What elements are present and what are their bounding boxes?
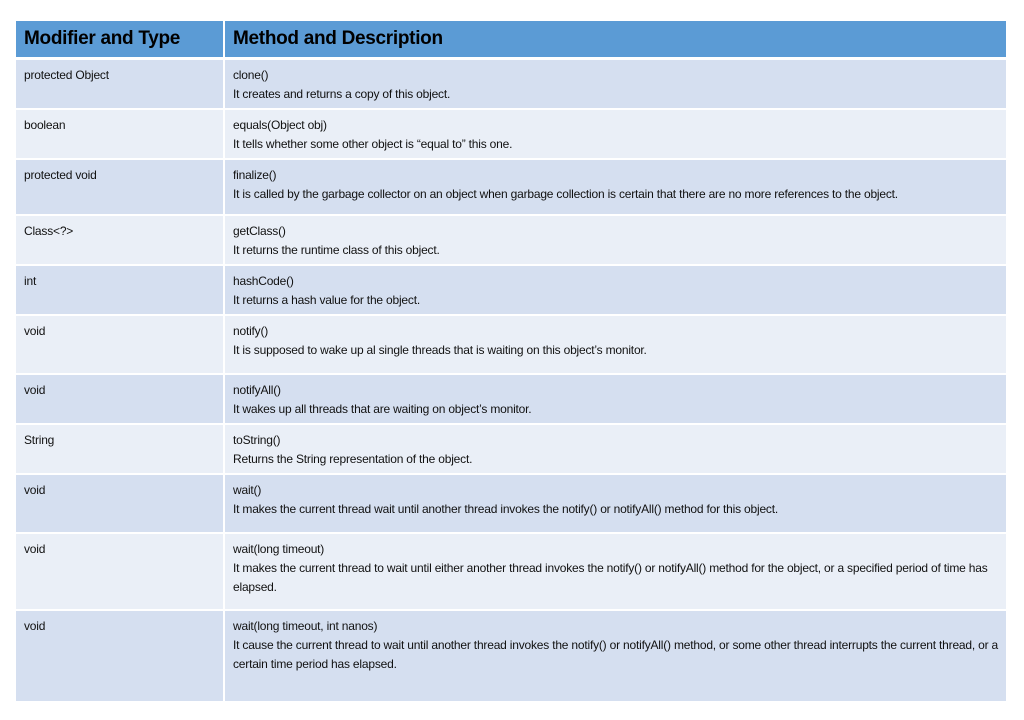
method-signature: clone() [233, 68, 269, 82]
method-signature: notify() [233, 324, 269, 338]
modifier-cell: void [16, 315, 224, 374]
method-cell [224, 424, 1006, 474]
method-cell [224, 215, 1006, 265]
table-row [16, 265, 1006, 315]
modifier-cell: String [16, 424, 224, 474]
method-cell [224, 59, 1006, 110]
modifier-cell: protected Object [16, 59, 224, 110]
method-description: It tells whether some other object is “equal to” this one. [233, 137, 513, 151]
method-description: It cause the current thread to wait until another thread invokes the notify() or notifyAll() method, or some other thread interrupts the current thread, or a certain time period has elapsed. [233, 638, 999, 671]
table-row [16, 315, 1006, 374]
methods-table [16, 21, 1006, 703]
table-row [16, 215, 1006, 265]
method-cell [224, 374, 1006, 424]
method-description: Returns the String representation of the object. [233, 452, 473, 466]
modifier-cell: void [16, 474, 224, 533]
modifier-cell: boolean [16, 109, 224, 159]
method-description: It is supposed to wake up al single threads that is waiting on this object’s monitor. [233, 343, 647, 357]
table-row [16, 610, 1006, 702]
method-description: It makes the current thread to wait until either another thread invokes the notify() or notifyAll() method for the object, or a specified period of time has elapsed. [233, 561, 988, 594]
method-cell [224, 474, 1006, 533]
table-header-row [16, 21, 1006, 59]
method-signature: equals(Object obj) [233, 118, 327, 132]
method-cell [224, 315, 1006, 374]
method-cell [224, 109, 1006, 159]
method-signature: toString() [233, 433, 281, 447]
method-signature: wait(long timeout) [233, 542, 325, 556]
modifier-cell: int [16, 265, 224, 315]
method-description-header: Method and Description [224, 21, 1006, 59]
table-row [16, 109, 1006, 159]
method-cell [224, 533, 1006, 610]
modifier-type-header: Modifier and Type [16, 21, 224, 59]
table-row [16, 533, 1006, 610]
method-signature: wait() [233, 483, 262, 497]
method-signature: hashCode() [233, 274, 294, 288]
method-description: It creates and returns a copy of this object. [233, 87, 451, 101]
table-row [16, 374, 1006, 424]
method-signature: notifyAll() [233, 383, 281, 397]
method-signature: finalize() [233, 168, 277, 182]
method-signature: wait(long timeout, int nanos) [233, 619, 378, 633]
method-signature: getClass() [233, 224, 286, 238]
modifier-cell: void [16, 533, 224, 610]
method-description: It returns a hash value for the object. [233, 293, 420, 307]
method-description: It makes the current thread wait until another thread invokes the notify() or notifyAll() method for this object. [233, 502, 779, 516]
modifier-cell: Class<?> [16, 215, 224, 265]
method-description: It wakes up all threads that are waiting on object’s monitor. [233, 402, 532, 416]
modifier-cell: protected void [16, 159, 224, 215]
table-row [16, 59, 1006, 110]
method-description: It is called by the garbage collector on an object when garbage collection is certain that there are no more references to the object. [233, 187, 898, 201]
table-row [16, 159, 1006, 215]
method-cell [224, 265, 1006, 315]
table-row [16, 424, 1006, 474]
modifier-cell: void [16, 610, 224, 702]
method-cell [224, 159, 1006, 215]
modifier-cell: void [16, 374, 224, 424]
table-row [16, 474, 1006, 533]
method-cell [224, 610, 1006, 702]
method-description: It returns the runtime class of this object. [233, 243, 440, 257]
